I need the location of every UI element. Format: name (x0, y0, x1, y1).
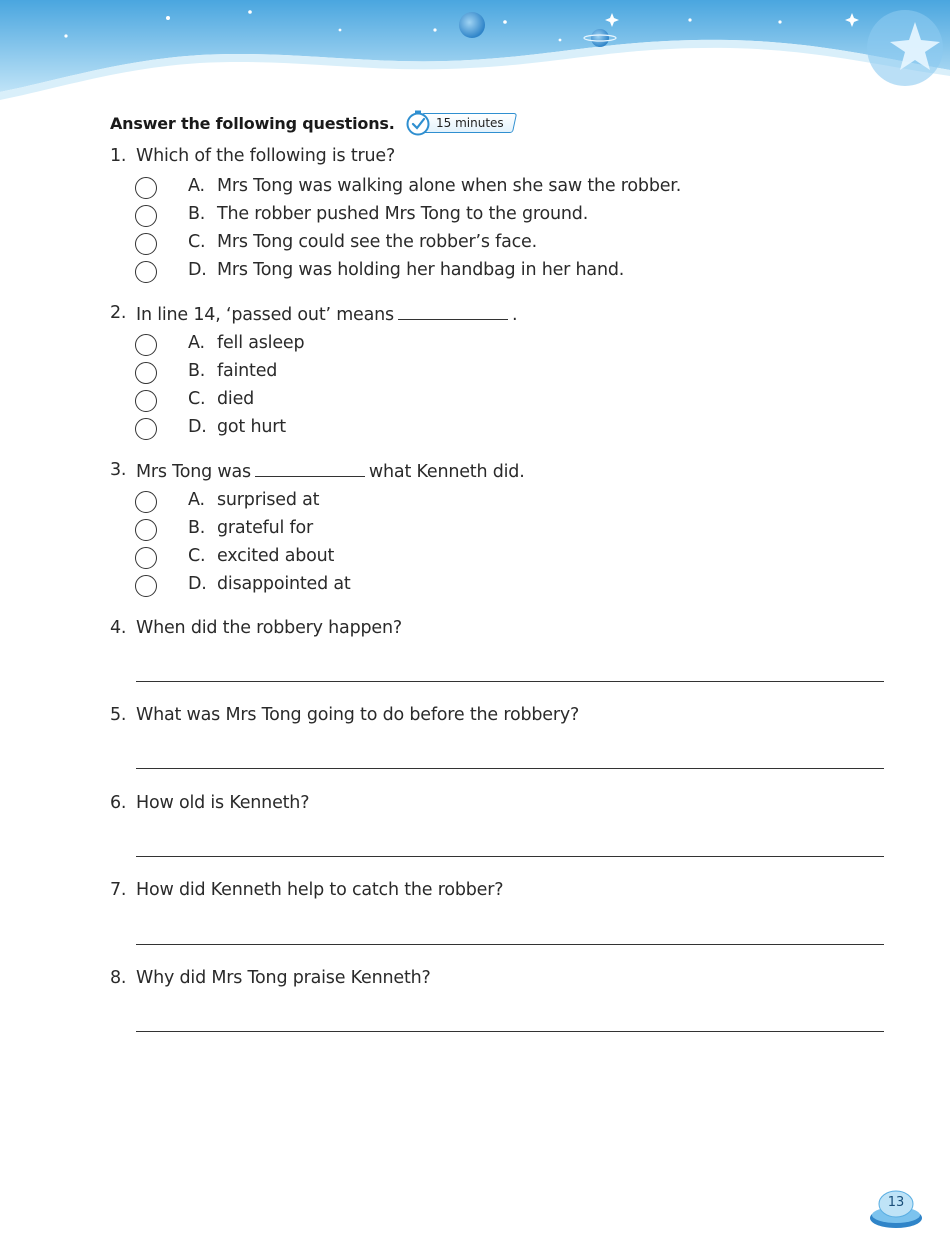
question-text: When did the robbery happen? (136, 618, 402, 638)
answer-circle[interactable] (135, 334, 157, 356)
answer-circle[interactable] (135, 519, 157, 541)
option-letter: B. (188, 361, 206, 381)
answer-circle[interactable] (135, 575, 157, 597)
option-letter: C. (188, 232, 206, 252)
option-letter: C. (188, 389, 206, 409)
option-text: fell asleep (217, 333, 305, 353)
option-text: fainted (217, 361, 278, 381)
page-number: 13 (887, 1195, 905, 1210)
option-text: disappointed at (217, 574, 351, 594)
answer-circle[interactable] (135, 418, 157, 440)
question-number: 2. (110, 303, 127, 323)
question-text: How old is Kenneth? (136, 793, 310, 813)
question-text-end: . (511, 305, 518, 325)
question-number: 8. (110, 968, 127, 988)
answer-circle[interactable] (135, 491, 157, 513)
answer-line[interactable] (136, 768, 884, 769)
answer-line[interactable] (136, 944, 884, 945)
question-number: 4. (110, 618, 127, 638)
answer-circle[interactable] (135, 547, 157, 569)
option-letter: B. (188, 204, 206, 224)
answer-circle[interactable] (135, 362, 157, 384)
answer-line[interactable] (136, 681, 884, 682)
answer-line[interactable] (136, 1031, 884, 1032)
option-text: got hurt (217, 417, 286, 437)
fill-in-blank (255, 460, 365, 477)
option-letter: D. (188, 260, 207, 280)
option-letter: D. (188, 574, 207, 594)
answer-line[interactable] (136, 856, 884, 857)
sky-banner (0, 0, 950, 110)
question-number: 7. (110, 880, 127, 900)
instructions-title: Answer the following questions. (110, 113, 395, 133)
timer-label: 15 minutes (435, 116, 504, 130)
answer-circle[interactable] (135, 233, 157, 255)
stopwatch-icon (405, 110, 431, 136)
option-text: Mrs Tong was walking alone when she saw the robber. (217, 176, 682, 196)
question-text: How did Kenneth help to catch the robber? (136, 880, 504, 900)
option-letter: A. (188, 490, 205, 510)
option-text: excited about (217, 546, 335, 566)
question-number: 1. (110, 146, 127, 166)
answer-circle[interactable] (135, 261, 157, 283)
fill-in-blank (398, 303, 508, 320)
answer-circle[interactable] (135, 390, 157, 412)
timer-badge (405, 110, 515, 136)
option-text: The robber pushed Mrs Tong to the ground. (217, 204, 589, 224)
option-letter: A. (188, 176, 205, 196)
question-number: 5. (110, 705, 127, 725)
question-text-end: what Kenneth did. (368, 462, 525, 482)
question-text: What was Mrs Tong going to do before the robbery? (136, 705, 580, 725)
question-number: 3. (110, 460, 127, 480)
question-text: Mrs Tong was (136, 462, 251, 482)
option-text: died (217, 389, 255, 409)
question-text: Why did Mrs Tong praise Kenneth? (136, 968, 431, 988)
question-text: In line 14, ‘passed out’ means (136, 305, 394, 325)
option-text: surprised at (217, 490, 320, 510)
question-text: Which of the following is true? (136, 146, 396, 166)
answer-circle[interactable] (135, 205, 157, 227)
instructions-header (110, 110, 514, 136)
question-number: 6. (110, 793, 127, 813)
option-letter: B. (188, 518, 206, 538)
option-letter: A. (188, 333, 205, 353)
option-letter: C. (188, 546, 206, 566)
option-text: Mrs Tong could see the robber’s face. (217, 232, 537, 252)
option-text: Mrs Tong was holding her handbag in her hand. (217, 260, 625, 280)
answer-circle[interactable] (135, 177, 157, 199)
option-text: grateful for (217, 518, 313, 538)
option-letter: D. (188, 417, 207, 437)
